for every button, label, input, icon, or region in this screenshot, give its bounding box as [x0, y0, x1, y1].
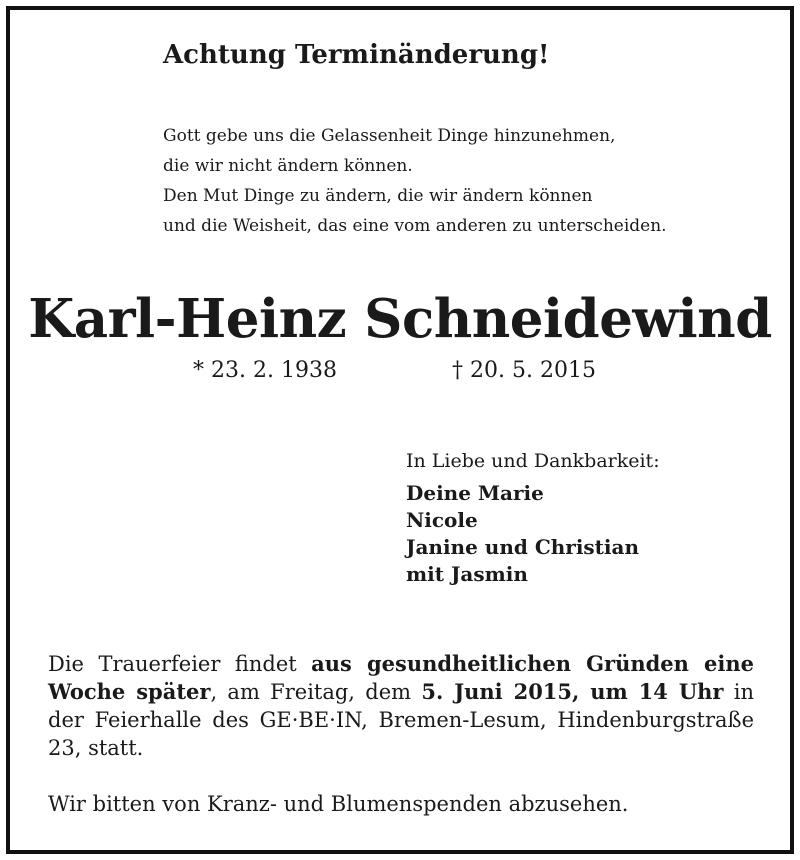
ceremony-text: in der Feierhalle des GE·BE·IN, Bremen-Lesum, Hindenburgstraße 23, statt.	[48, 680, 755, 760]
mourners-intro: In Liebe und Dankbarkeit:	[406, 450, 660, 472]
ceremony-emphasis-datetime: 5. Juni 2015, um 14 Uhr	[421, 679, 724, 704]
poem-line: die wir nicht ändern können.	[163, 156, 413, 176]
ceremony-emphasis-reason: aus gesundheitlichen Gründen eine Woche später	[48, 651, 754, 704]
mourner-name: Janine und Christian	[406, 535, 640, 559]
ceremony-text: , am Freitag, dem	[210, 680, 422, 704]
poem-line: Gott gebe uns die Gelassenheit Dinge hinzunehmen,	[163, 126, 616, 146]
mourner-name: Nicole	[406, 508, 478, 532]
ceremony-paragraph	[48, 650, 754, 762]
poem	[163, 121, 667, 241]
ceremony-text: Die Trauerfeier findet	[48, 652, 312, 676]
deceased-name: Karl-Heinz Schneidewind	[28, 288, 772, 350]
flower-request: Wir bitten von Kranz- und Blumenspenden abzusehen.	[48, 792, 629, 816]
notice-title: Achtung Terminänderung!	[163, 40, 550, 70]
mourner-name: mit Jasmin	[406, 562, 528, 586]
mourners-names	[406, 480, 660, 588]
poem-line: und die Weisheit, das eine vom anderen zu unterscheiden.	[163, 216, 667, 236]
mourners-block	[406, 446, 660, 588]
birth-date: * 23. 2. 1938	[193, 358, 337, 383]
mourner-name: Deine Marie	[406, 481, 544, 505]
death-date: † 20. 5. 2015	[452, 358, 596, 383]
poem-line: Den Mut Dinge zu ändern, die wir ändern können	[163, 186, 593, 206]
